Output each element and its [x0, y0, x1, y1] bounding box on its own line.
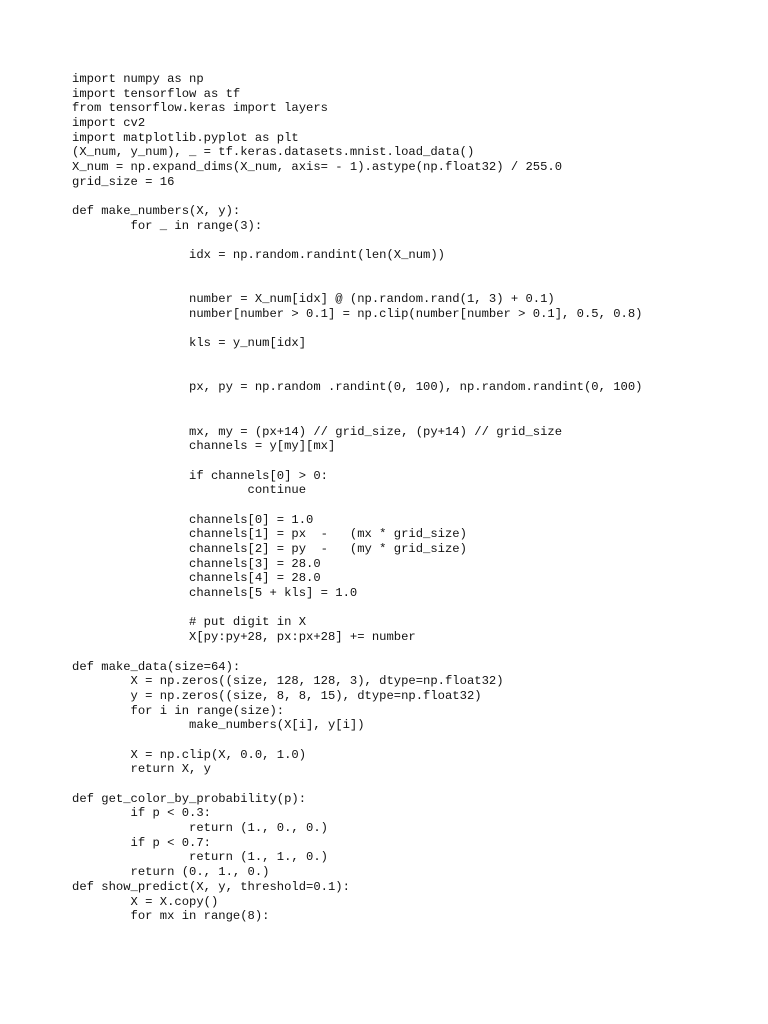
code-line: if channels[0] > 0: [72, 468, 328, 483]
code-line: channels[0] = 1.0 [72, 512, 314, 527]
code-line: X = np.clip(X, 0.0, 1.0) [72, 747, 307, 762]
code-line: import tensorflow as tf [72, 86, 241, 101]
code-line: channels[3] = 28.0 [72, 556, 321, 571]
code-line: def show_predict(X, y, threshold=0.1): [72, 879, 350, 894]
code-line: def make_data(size=64): [72, 659, 241, 674]
code-line [72, 278, 642, 293]
code-line [72, 234, 642, 249]
code-block [72, 72, 642, 924]
code-line: y = np.zeros((size, 8, 8, 15), dtype=np.float32) [72, 688, 482, 703]
code-line: if p < 0.3: [72, 806, 211, 821]
code-line [72, 263, 642, 278]
code-line: number[number > 0.1] = np.clip(number[number > 0.1], 0.5, 0.8) [72, 307, 643, 321]
code-line [72, 601, 642, 616]
code-line: (X_num, y_num), _ = tf.keras.datasets.mnist.load_data() [72, 145, 475, 160]
code-line [72, 777, 642, 792]
code-line: continue [72, 483, 307, 498]
code-line: channels[5 + kls] = 1.0 [72, 586, 358, 601]
code-line: X[py:py+28, px:px+28] += number [72, 630, 416, 645]
code-line: # put digit in X [72, 615, 307, 630]
code-line [72, 498, 642, 513]
code-line: channels = y[my][mx] [72, 439, 336, 454]
code-line: return (1., 0., 0.) [72, 821, 328, 836]
code-line [72, 322, 642, 337]
code-line: return (0., 1., 0.) [72, 865, 270, 880]
code-line: channels[2] = py - (my * grid_size) [72, 542, 467, 556]
code-line: return X, y [72, 762, 211, 777]
code-line [72, 733, 642, 748]
code-line [72, 645, 642, 660]
code-line: import matplotlib.pyplot as plt [72, 130, 299, 145]
code-line [72, 410, 642, 425]
code-line: X_num = np.expand_dims(X_num, axis= - 1).astype(np.float32) / 255.0 [72, 160, 563, 175]
code-line: for _ in range(3): [72, 218, 263, 233]
code-line: make_numbers(X[i], y[i]) [72, 718, 365, 733]
code-line: kls = y_num[idx] [72, 336, 307, 351]
code-line: import numpy as np [72, 72, 204, 86]
code-line: import cv2 [72, 116, 146, 131]
code-line: def get_color_by_probability(p): [72, 791, 307, 806]
code-line: from tensorflow.keras import layers [72, 101, 328, 116]
code-line: X = X.copy() [72, 894, 219, 909]
code-line [72, 454, 642, 469]
code-line [72, 351, 642, 366]
code-line [72, 190, 642, 205]
code-line: X = np.zeros((size, 128, 128, 3), dtype=np.float32) [72, 674, 504, 689]
code-line: if p < 0.7: [72, 835, 211, 850]
code-line [72, 395, 642, 410]
code-line: channels[1] = px - (mx * grid_size) [72, 527, 467, 542]
code-line: mx, my = (px+14) // grid_size, (py+14) // grid_size [72, 424, 563, 439]
code-line: for mx in range(8): [72, 909, 270, 924]
code-line: channels[4] = 28.0 [72, 571, 321, 586]
code-line: def make_numbers(X, y): [72, 204, 241, 219]
code-line: grid_size = 16 [72, 174, 175, 189]
code-line: number = X_num[idx] @ (np.random.rand(1, 3) + 0.1) [72, 292, 555, 307]
code-line: for i in range(size): [72, 703, 285, 718]
code-line [72, 366, 642, 381]
code-line: idx = np.random.randint(len(X_num)) [72, 248, 445, 263]
code-line: px, py = np.random .randint(0, 100), np.random.randint(0, 100) [72, 380, 643, 395]
code-line: return (1., 1., 0.) [72, 850, 328, 865]
